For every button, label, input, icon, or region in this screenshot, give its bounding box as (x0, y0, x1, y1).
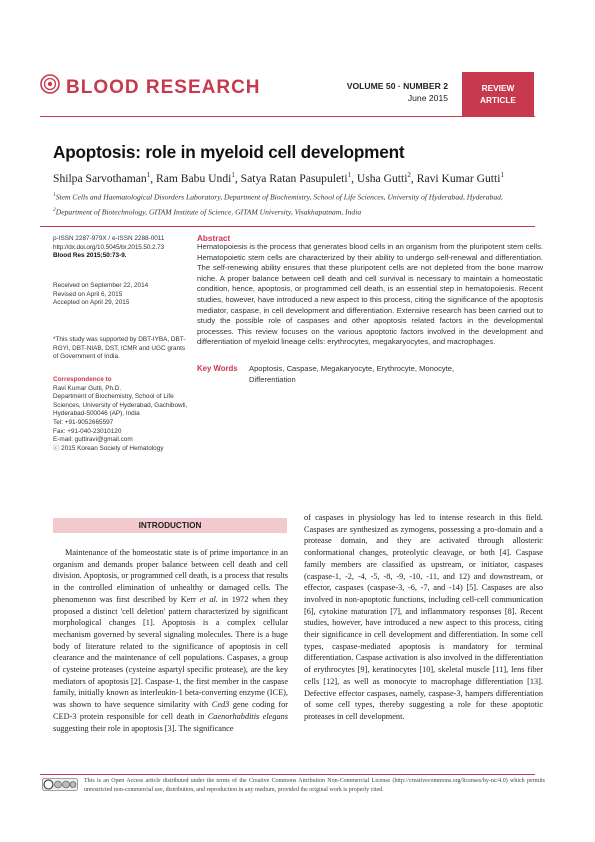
affiliation-2: Department of Biotechnology, GITAM Institute of Science, GITAM University, Visakhapatnam, India (55, 207, 362, 217)
header-divider (40, 116, 535, 117)
body-text-italic: Ced3 (211, 700, 230, 710)
email-link[interactable]: E-mail: guttiravi@gmail.com (53, 436, 133, 444)
author-affiliation-mark: 1 (231, 171, 235, 179)
received-date: Received on September 22, 2014 (53, 282, 149, 289)
body-text: Maintenance of the homeostatic state is of prime importance in an organism and demands proper balance between cell death and cell division. Apoptosis, or programmed cell death, is a process that results in the controlled elimination of unhealthy or damaged cells. The phenomenon was first described by Kerr (53, 548, 288, 604)
keywords-list: Apoptosis, Caspase, Megakaryocyte, Erythrocyte, Monocyte, Differentiation (249, 364, 455, 384)
funding-note: *This study was supported by DBT-IYBA, DBT-RGYI, DBT-NIAB, DST, ICMR and UGC grants of Government of India. (53, 336, 186, 361)
article-title: Apoptosis: role in myeloid cell development (53, 142, 405, 162)
keywords-heading: Key Words (197, 364, 238, 373)
author-affiliation-mark: 1 (146, 171, 151, 179)
copyright-notice: ⓒ 2015 Korean Society of Hematology (53, 444, 164, 452)
affiliations (53, 189, 543, 218)
correspondence-block (53, 376, 188, 453)
body-text: gene coding for CED-3 protein responsible for cell death in (53, 700, 288, 721)
affiliation-mark: 2 (53, 206, 56, 213)
body-text: suggesting their role in apoptosis [3]. The significance (53, 723, 234, 733)
footer-divider (40, 774, 535, 775)
affiliation-1: Stem Cells and Haematological Disorders Laboratory, Department of Biochemistry, School of Life Sciences, University of Hyderabad, Hyderabad, (55, 192, 503, 202)
author-name: Shilpa Sarvothaman (53, 171, 147, 185)
telephone: Tel: +91-9052665597 (53, 418, 114, 426)
journal-logo-icon (40, 74, 60, 94)
author-name: Usha Gutti (356, 171, 408, 185)
correspondence-name: Ravi Kumar Gutti, Ph.D. (53, 384, 122, 392)
volume-number: VOLUME 50 · NUMBER 2 (346, 81, 448, 91)
citation: Blood Res 2015;50:73-9. (53, 252, 127, 260)
issue-date: June 2015 (407, 93, 448, 103)
abstract-text: Hematopoiesis is the process that generates blood cells in an organism from the pluripotent stem cells. Hematopoietic stem cells are characterized by their ability to undergo self-renewal and differentiation. The self-renewing ability ensures that these pluripotent cells are not depleted from the bone marrow niche. A proper balance between cell death and cell survival is necessary to maintain a homeostatic condition, hence, apoptosis, or programmed cell death, is an essential step in hematopoiesis. Recent studies, however, have introduced a new aspect to this process, citing the significance of the apoptosis mediator, caspase, in cell development and differentiation. Extensive research has been carried out to study the possible role of caspases and other apoptosis related factors in the developmental processes. This review focuses on the various apoptotic factors involved in the development and differentiation of myeloid lineage cells: erythrocytes, megakaryocytes, and macrophages. (197, 242, 543, 347)
correspondence-address: Department of Biochemistry, School of Life Sciences, University of Hyderabad, Gachibowli, Hyderabad-500046 (AP), India (53, 393, 188, 418)
section-heading-introduction: INTRODUCTION (53, 518, 287, 533)
affiliation-mark: 1 (53, 192, 56, 198)
creative-commons-icon (42, 778, 78, 791)
abstract-heading: Abstract (197, 234, 231, 243)
author-name: Ram Babu Undi (156, 171, 232, 185)
body-column-2: of caspases in physiology has led to intense research in this field. Caspases are synthesized as zymogens, possessing a pro-domain and a protease domain, and they are activated through allosteric conformational changes, proteolytic cleavage, or both [4]. Caspase family members are classified as upstream, or initiator, caspases (caspase-1, -2, -4, -5, -8, -9, -10, -11, and 12) and downstream, or effector, caspases (caspase-3, -6, -7, and -14) [5]. Caspases are also involved in non-apoptotic functions, including cell-cell communication [6], cytokine maturation [7], and inflammatory responses [8]. Recent studies, however, have introduced a new aspect to this process, citing their significance in cell development and differentiation. In some cell types, caspase-mediated apoptosis is mandatory for terminal differentiation. Caspase activation is also involved in the differentiation of erythrocytes [9], keratinocytes [10], skeletal muscle [11], lens fiber cells [12], as well as monocyte to macrophage differentiation [13]. Defective effector caspases, namely, caspase-3, hampers differentiation of some cell types, thereby suggesting a role for these apoptotic proteases in cell development. (304, 513, 543, 721)
author-name: Satya Ratan Pasupuleti (240, 171, 348, 185)
section-divider (40, 226, 535, 227)
author-affiliation-mark: 1 (500, 171, 504, 179)
author-name: Ravi Kumar Gutti (416, 171, 501, 185)
fax: Fax: +91-040-23010120 (53, 427, 122, 435)
author-affiliation-mark: 1 (347, 171, 352, 179)
article-type-line2: ARTICLE (480, 95, 516, 105)
author-affiliation-mark: 2 (407, 171, 411, 179)
article-type-badge (462, 72, 534, 116)
dates-info (53, 282, 188, 308)
body-column-1 (53, 547, 288, 734)
issn: p-ISSN 2287-979X / e-ISSN 2288-0011 (53, 235, 165, 242)
doi-link[interactable]: http://dx.doi.org/10.5045/br.2015.50.2.73 (53, 243, 165, 251)
revised-date: Revised on April 6, 2015 (53, 290, 123, 298)
accepted-date: Accepted on April 29, 2015 (53, 299, 130, 307)
publication-info (53, 235, 188, 261)
article-type-line1: REVIEW (481, 83, 515, 93)
issue-info (330, 80, 448, 104)
author-list: Shilpa Sarvothaman$^1$, Ram Babu Undi$^1$, Satya Ratan Pasupuleti$^1$, Usha Gutti$^2$, Ravi Kumar Gutti$^1$ (53, 171, 504, 185)
body-text-italic: et al. (199, 594, 218, 604)
correspondence-heading: Correspondence to (53, 376, 112, 383)
body-text: in 1972 when they proposed a distinct 'cell deletion' pattern characterized by significant morphological changes [1]. Apoptosis is a complex cellular mechanism governed by several signaling molecules. There is a huge body of literature related to the significance of apoptosis in cell clearance and the maintenance of cell populations. Caspases, a group of cysteine proteases (cysteine aspartyl specific protease), are the key mediators of apoptosis [2]. Caspase-1, the first member in the caspase family, initially known as interleukin-1 beta-converting enzyme (ICE), was shown to have sequence similarity with (53, 594, 289, 710)
license-text: This is an Open Access article distributed under the terms of the Creative Commons Attribution Non-Commercial License (http://creativecommons.org/licenses/by-nc/4.0) which permits unrestricted non-commercial use, distribution, and reproduction in any medium, provided the original work is properly cited. (84, 778, 545, 793)
body-text-italic: Caenorhabditis elegans (207, 711, 289, 721)
journal-name: BLOOD RESEARCH (66, 77, 261, 98)
